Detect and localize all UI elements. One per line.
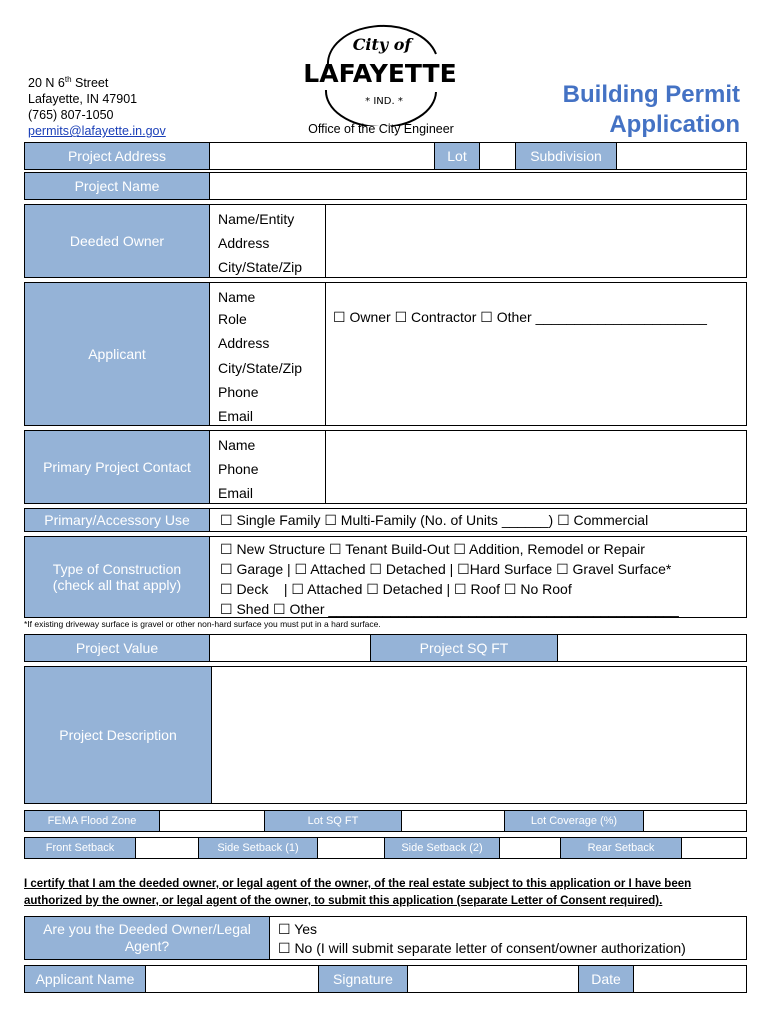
construction-field[interactable] bbox=[209, 536, 747, 618]
front-setback-label: Front Setback bbox=[24, 837, 136, 859]
rear-setback-field[interactable] bbox=[681, 837, 747, 859]
deeded-owner-label: Deeded Owner bbox=[24, 204, 210, 278]
side-setback-1-field[interactable] bbox=[317, 837, 385, 859]
city-of-lafayette-logo bbox=[296, 24, 466, 126]
construction-label-line1: Type of Construction bbox=[52, 561, 182, 577]
front-setback-field[interactable] bbox=[135, 837, 199, 859]
date-label: Date bbox=[578, 965, 634, 993]
owner-name-entity-label: Name/Entity bbox=[218, 211, 295, 227]
no-checkbox[interactable]: ☐ No (I will submit separate letter of consent/owner authorization) bbox=[278, 940, 686, 956]
subdivision-field[interactable] bbox=[616, 142, 747, 170]
logo-lafayette: LAFAYETTE bbox=[303, 59, 457, 88]
owner-field-labels bbox=[218, 207, 302, 279]
applicant-role-label: Role bbox=[218, 311, 247, 327]
logo-ind: * IND. * bbox=[365, 96, 403, 107]
applicant-phone-label: Phone bbox=[218, 384, 259, 400]
certification-statement: I certify that I am the deeded owner, or legal agent of the owner, of the real estate subject to this application or I have been authorized by the owner, or legal agent of the owner, to submit this application (separate Letter of Consent required). bbox=[24, 878, 692, 907]
office-name: Office of the City Engineer bbox=[308, 122, 454, 136]
use-options[interactable]: ☐ Single Family ☐ Multi-Family (No. of Units ______) ☐ Commercial bbox=[220, 512, 649, 528]
side-setback-1-label: Side Setback (1) bbox=[198, 837, 318, 859]
ordinal-suffix: th bbox=[64, 75, 72, 84]
signature-field[interactable] bbox=[407, 965, 579, 993]
subdivision-label: Subdivision bbox=[515, 142, 617, 170]
applicant-city-state-zip-label: City/State/Zip bbox=[218, 360, 303, 376]
street-number: 20 N 6 bbox=[28, 76, 65, 91]
date-field[interactable] bbox=[633, 965, 747, 993]
email-link[interactable]: permits@lafayette.in.gov bbox=[28, 124, 166, 139]
applicant-field-labels bbox=[218, 286, 302, 428]
phone-number: (765) 807-1050 bbox=[28, 108, 114, 123]
project-value-field[interactable] bbox=[209, 634, 371, 662]
fema-label: FEMA Flood Zone bbox=[24, 810, 160, 832]
applicant-name-label: Applicant Name bbox=[24, 965, 146, 993]
project-name-field[interactable] bbox=[209, 172, 747, 200]
applicant-label: Applicant bbox=[24, 282, 210, 426]
lot-sqft-label: Lot SQ FT bbox=[264, 810, 402, 832]
lot-field[interactable] bbox=[479, 142, 516, 170]
owner-address-label: Address bbox=[218, 235, 270, 251]
side-setback-2-field[interactable] bbox=[499, 837, 561, 859]
construction-option-row4[interactable]: ☐ Shed ☐ Other _____________________________________________ bbox=[220, 601, 679, 617]
rear-setback-label: Rear Setback bbox=[560, 837, 682, 859]
form-title-line1: Building Permit bbox=[562, 81, 740, 108]
deeded-question-line1: Are you the Deeded Owner/Legal bbox=[43, 921, 251, 937]
applicant-email-label: Email bbox=[218, 408, 254, 424]
use-label: Primary/Accessory Use bbox=[24, 508, 210, 532]
applicant-name-label: Name bbox=[218, 289, 256, 305]
lot-coverage-field[interactable] bbox=[643, 810, 747, 832]
contact-email-label: Email bbox=[218, 485, 254, 501]
deeded-owner-fields[interactable] bbox=[209, 204, 747, 278]
city-address-block bbox=[28, 72, 166, 139]
yes-checkbox[interactable]: ☐ Yes bbox=[278, 921, 318, 937]
project-description-label: Project Description bbox=[24, 666, 212, 804]
lot-label: Lot bbox=[434, 142, 480, 170]
project-address-field[interactable] bbox=[209, 142, 435, 170]
city-state-zip: Lafayette, IN 47901 bbox=[28, 92, 138, 107]
construction-options[interactable] bbox=[220, 539, 679, 619]
logo-city-of: City of bbox=[352, 35, 412, 54]
construction-label-line2: (check all that apply) bbox=[52, 577, 182, 593]
construction-option-row3[interactable]: ☐ Deck | ☐ Attached ☐ Detached | ☐ Roof ☐ No Roof bbox=[220, 581, 572, 597]
project-description-field[interactable] bbox=[211, 666, 747, 804]
fema-field[interactable] bbox=[159, 810, 265, 832]
applicant-address-label: Address bbox=[218, 335, 270, 351]
contact-phone-label: Phone bbox=[218, 461, 259, 477]
contact-name-label: Name bbox=[218, 437, 256, 453]
signature-label: Signature bbox=[318, 965, 408, 993]
use-field[interactable] bbox=[209, 508, 747, 532]
project-value-label: Project Value bbox=[24, 634, 210, 662]
project-sqft-label: Project SQ FT bbox=[370, 634, 558, 662]
lot-sqft-field[interactable] bbox=[401, 810, 505, 832]
form-title bbox=[563, 80, 740, 140]
primary-contact-fields[interactable] bbox=[209, 430, 747, 504]
owner-city-state-zip-label: City/State/Zip bbox=[218, 259, 303, 275]
applicant-fields[interactable] bbox=[209, 282, 747, 426]
role-options[interactable]: ☐ Owner ☐ Contractor ☐ Other ______________________ bbox=[333, 309, 707, 325]
contact-field-labels bbox=[218, 433, 258, 505]
deeded-answer-options[interactable] bbox=[278, 920, 686, 958]
street-name: Street bbox=[71, 76, 109, 91]
side-setback-2-label: Side Setback (2) bbox=[384, 837, 500, 859]
project-address-label: Project Address bbox=[24, 142, 210, 170]
construction-option-row2[interactable]: ☐ Garage | ☐ Attached ☐ Detached | ☐Hard Surface ☐ Gravel Surface* bbox=[220, 561, 672, 577]
construction-option-row1[interactable]: ☐ New Structure ☐ Tenant Build-Out ☐ Addition, Remodel or Repair bbox=[220, 541, 645, 557]
form-title-line2: Application bbox=[609, 111, 740, 138]
applicant-name-field[interactable] bbox=[145, 965, 319, 993]
deeded-owner-answer[interactable] bbox=[269, 916, 747, 960]
deeded-owner-question bbox=[24, 916, 270, 960]
project-name-label: Project Name bbox=[24, 172, 210, 200]
gravel-note: *If existing driveway surface is gravel or other non-hard surface you must put in a hard surface. bbox=[24, 619, 381, 629]
construction-label bbox=[24, 536, 210, 618]
deeded-question-line2: Agent? bbox=[124, 938, 170, 954]
lot-coverage-label: Lot Coverage (%) bbox=[504, 810, 644, 832]
primary-contact-label: Primary Project Contact bbox=[24, 430, 210, 504]
project-sqft-field[interactable] bbox=[557, 634, 747, 662]
